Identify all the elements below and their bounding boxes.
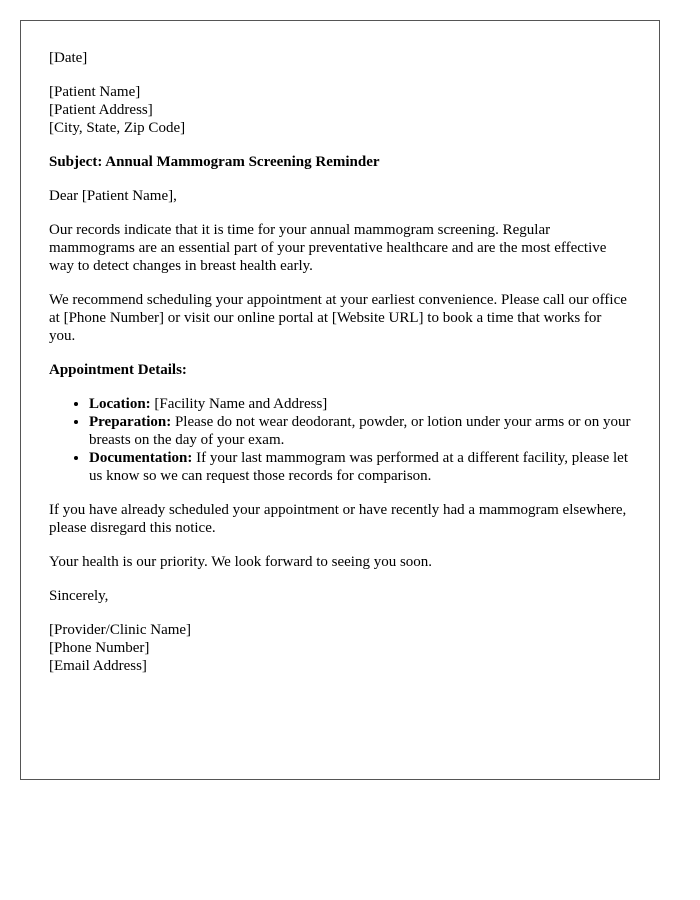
- letter-closing: Sincerely,: [49, 588, 109, 604]
- details-item-text: Please do not wear deodorant, powder, or lotion under your arms or on your breasts on the day of your exam.: [89, 414, 631, 448]
- details-item-label: Documentation:: [89, 450, 193, 466]
- details-item-preparation: [89, 413, 631, 449]
- letter-salutation: Dear [Patient Name],: [49, 188, 177, 204]
- recipient-city-state-zip: [City, State, Zip Code]: [49, 120, 186, 136]
- details-item-text: If your last mammogram was performed at a different facility, please let us know so we can request those records for comparison.: [89, 450, 628, 484]
- signature-email: [Email Address]: [49, 658, 147, 674]
- signature-block: [49, 621, 631, 675]
- details-item-label: Preparation:: [89, 414, 172, 430]
- signature-provider: [Provider/Clinic Name]: [49, 622, 192, 638]
- letter-page: [20, 20, 660, 780]
- body-paragraph-scheduling: We recommend scheduling your appointment at your earliest convenience. Please call our office at [Phone Number] or visit our online portal at [Website URL] to book a time that works for you.: [49, 292, 627, 344]
- appointment-details-heading: Appointment Details:: [49, 362, 187, 378]
- details-item-text: [Facility Name and Address]: [150, 396, 328, 412]
- letter-date: [Date]: [49, 50, 88, 66]
- signature-phone: [Phone Number]: [49, 640, 150, 656]
- details-item-documentation: [89, 449, 631, 485]
- recipient-address: [Patient Address]: [49, 102, 153, 118]
- recipient-address-block: [49, 83, 631, 137]
- appointment-details-list: [49, 395, 631, 485]
- body-paragraph-priority: Your health is our priority. We look forward to seeing you soon.: [49, 554, 433, 570]
- details-item-location: [89, 395, 631, 413]
- recipient-name: [Patient Name]: [49, 84, 141, 100]
- letter-subject: Subject: Annual Mammogram Screening Reminder: [49, 154, 380, 170]
- body-paragraph-records: Our records indicate that it is time for your annual mammogram screening. Regular mammograms are an essential part of your preventative healthcare and are the most effective way to detect changes in breast health early.: [49, 222, 607, 274]
- details-item-label: Location:: [89, 396, 151, 412]
- body-paragraph-disregard: If you have already scheduled your appointment or have recently had a mammogram elsewhere, please disregard this notice.: [49, 502, 627, 536]
